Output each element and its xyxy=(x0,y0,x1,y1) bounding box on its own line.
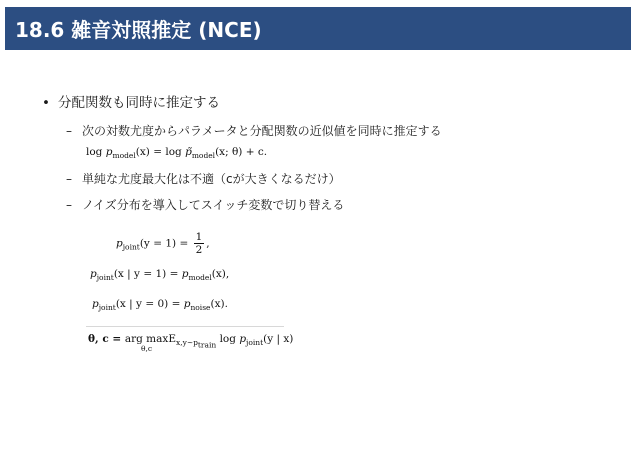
argmax-subscript: θ,c xyxy=(141,344,153,353)
fraction-denominator: 2 xyxy=(195,244,203,256)
sub-bullet-marker: – xyxy=(66,172,72,186)
sub-bullet-1-text: 次の対数尤度からパラメータと分配関数の近似値を同時に推定する xyxy=(82,124,442,138)
formula-token: p xyxy=(116,237,123,250)
formula-token: (y = 1) = xyxy=(139,237,192,250)
sub-bullet-2-text: 単純な尤度最大化は不適（cが大きくなるだけ） xyxy=(82,172,341,186)
formula-token: (x). xyxy=(210,298,228,310)
sub-bullet-marker: – xyxy=(66,124,72,138)
formula-subscript: x,y~p xyxy=(175,338,198,348)
formula-token: , xyxy=(206,237,210,250)
formula-token: (x) = log xyxy=(135,146,186,158)
formula-pjoint-y1 xyxy=(116,231,210,256)
formula-pjoint-x-given-y1 xyxy=(90,268,229,282)
formula-subscript: model xyxy=(112,151,136,161)
formula-pjoint-x-given-y0 xyxy=(92,298,228,312)
slide-title-bar xyxy=(5,7,631,50)
formula-token: log xyxy=(216,333,240,345)
sub-bullet-1 xyxy=(66,122,442,139)
fraction xyxy=(194,231,205,256)
formula-token: (x; θ) + c. xyxy=(215,146,268,158)
expectation-subscript xyxy=(175,338,217,350)
formula-token: θ, c = xyxy=(88,333,125,345)
argmax-operator xyxy=(125,333,168,353)
formula-token: E xyxy=(168,333,176,345)
formula-token: p̃ xyxy=(185,146,192,158)
sub-bullet-marker: – xyxy=(66,198,72,212)
formula-token: log xyxy=(86,146,106,158)
formula-token: (y | x) xyxy=(263,333,294,345)
sub-bullet-3-text: ノイズ分布を導入してスイッチ変数で切り替える xyxy=(82,198,345,212)
formula-token: (x | y = 1) = xyxy=(113,268,182,280)
sub-bullet-3 xyxy=(66,196,344,213)
bullet-marker: • xyxy=(42,95,50,111)
formula-token: (x | y = 0) = xyxy=(115,298,184,310)
formula-subscript: joint xyxy=(246,338,264,348)
fraction-numerator: 1 xyxy=(195,231,203,243)
formula-subscript: joint xyxy=(98,303,116,313)
formula-subscript: noise xyxy=(190,303,211,313)
formula-subscript: model xyxy=(191,151,216,161)
formula-log-pmodel xyxy=(86,146,267,160)
formula-argmax xyxy=(88,333,293,353)
formula-token: p xyxy=(105,146,113,158)
formula-token: p xyxy=(183,298,191,310)
formula-subscript: model xyxy=(188,273,212,283)
sub-bullet-2 xyxy=(66,170,341,187)
main-bullet xyxy=(42,91,220,111)
formula-token: (x), xyxy=(211,268,230,280)
formula-divider xyxy=(86,326,284,327)
formula-subscript: train xyxy=(197,340,217,350)
formula-token: p xyxy=(239,333,247,345)
formula-token: p xyxy=(92,298,99,310)
formula-token: p xyxy=(181,268,189,280)
main-bullet-text: 分配関数も同時に推定する xyxy=(58,95,220,111)
formula-subscript: joint xyxy=(96,273,114,283)
argmax-label: arg max xyxy=(124,333,169,345)
formula-subscript: joint xyxy=(122,242,140,252)
formula-token: p xyxy=(90,268,97,280)
slide-title: 18.6 雑音対照推定 (NCE) xyxy=(15,18,262,42)
